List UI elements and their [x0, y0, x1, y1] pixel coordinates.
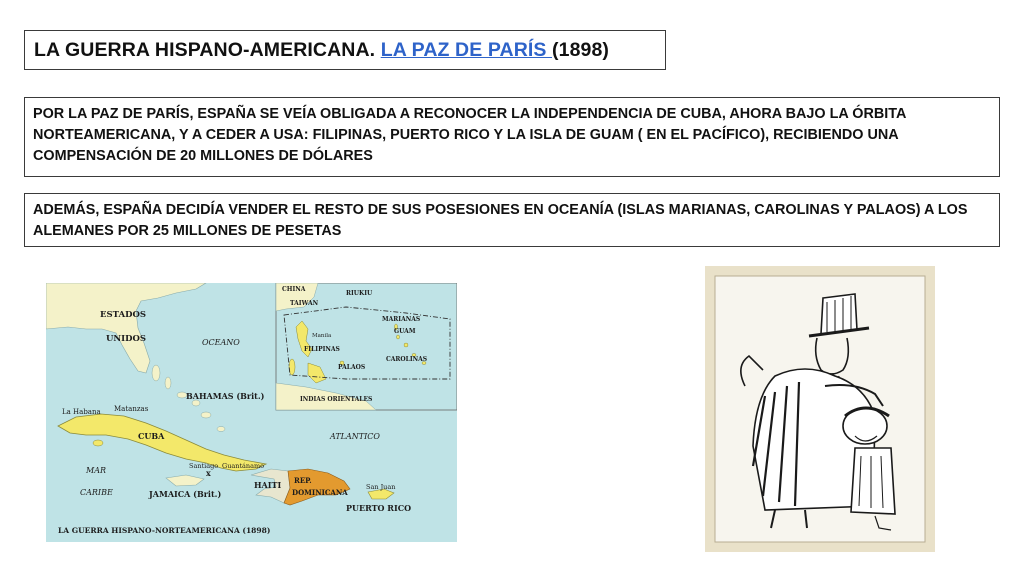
title-prefix: LA GUERRA HISPANO-AMERICANA.	[34, 39, 381, 61]
label-oceano: OCEANO	[202, 338, 240, 347]
label-taiwan: TAIWAN	[290, 300, 319, 307]
paz-de-paris-link[interactable]: LA PAZ DE PARÍS	[380, 39, 553, 61]
label-bahamas: BAHAMAS (Brit.)	[186, 391, 265, 401]
caribbean-map	[46, 283, 457, 542]
label-mar: MAR	[86, 466, 106, 475]
slide-title	[24, 30, 666, 70]
label-marianas: MARIANAS	[382, 316, 421, 323]
label-jamaica: JAMAICA (Brit.)	[149, 489, 222, 499]
label-la-habana: La Habana	[62, 408, 101, 416]
paragraph-venta-oceania: ADEMÁS, ESPAÑA DECIDÍA VENDER EL RESTO DE SUS POSESIONES EN OCEANÍA (ISLAS MARIANAS, CAROLINAS Y PALAOS) A LOS ALEMANES POR 25 MILLONES DE PESETAS	[24, 193, 1000, 247]
title-suffix: (1898)	[552, 39, 609, 61]
map-caption: LA GUERRA HISPANO-NORTEAMERICANA (1898)	[58, 526, 271, 535]
label-unidos: UNIDOS	[106, 334, 147, 344]
map-marker-x: x	[206, 468, 211, 478]
label-cuba: CUBA	[138, 431, 165, 441]
label-caribe: CARIBE	[80, 488, 113, 497]
label-dominicana: DOMINICANA	[292, 488, 348, 497]
label-filipinas: FILIPINAS	[304, 346, 340, 353]
label-atlantico: ATLANTICO	[330, 432, 380, 441]
label-haiti: HAITI	[254, 480, 282, 490]
label-rep: REP.	[294, 476, 312, 485]
uncle-sam-cartoon	[705, 266, 935, 552]
label-san-juan: San Juan	[366, 483, 396, 491]
label-palaos: PALAOS	[338, 364, 366, 371]
label-indias-orientales: INDIAS ORIENTALES	[300, 396, 373, 403]
paragraph-paz-de-paris: POR LA PAZ DE PARÍS, ESPAÑA SE VEÍA OBLIGADA A RECONOCER LA INDEPENDENCIA DE CUBA, AHORA BAJO LA ÓRBITA NORTEAMERICANA, Y A CEDER A USA: FILIPINAS, PUERTO RICO Y LA ISLA DE GUAM ( EN EL PACÍFICO), RECIBIENDO UNA COMPENSACIÓN DE 20 MILLONES DE DÓLARES	[24, 97, 1000, 177]
label-guam: GUAM	[394, 328, 416, 335]
label-estados: ESTADOS	[100, 310, 146, 320]
label-manila: Manila	[312, 333, 332, 339]
label-santiago: Santiago	[189, 462, 219, 470]
label-puerto-rico: PUERTO RICO	[346, 503, 412, 513]
label-carolinas: CAROLINAS	[386, 356, 428, 363]
label-riukiu: RIUKIU	[346, 290, 373, 297]
label-china: CHINA	[282, 286, 306, 293]
label-guantanamo: Guantánamo	[222, 462, 265, 470]
label-matanzas: Matanzas	[114, 405, 149, 413]
